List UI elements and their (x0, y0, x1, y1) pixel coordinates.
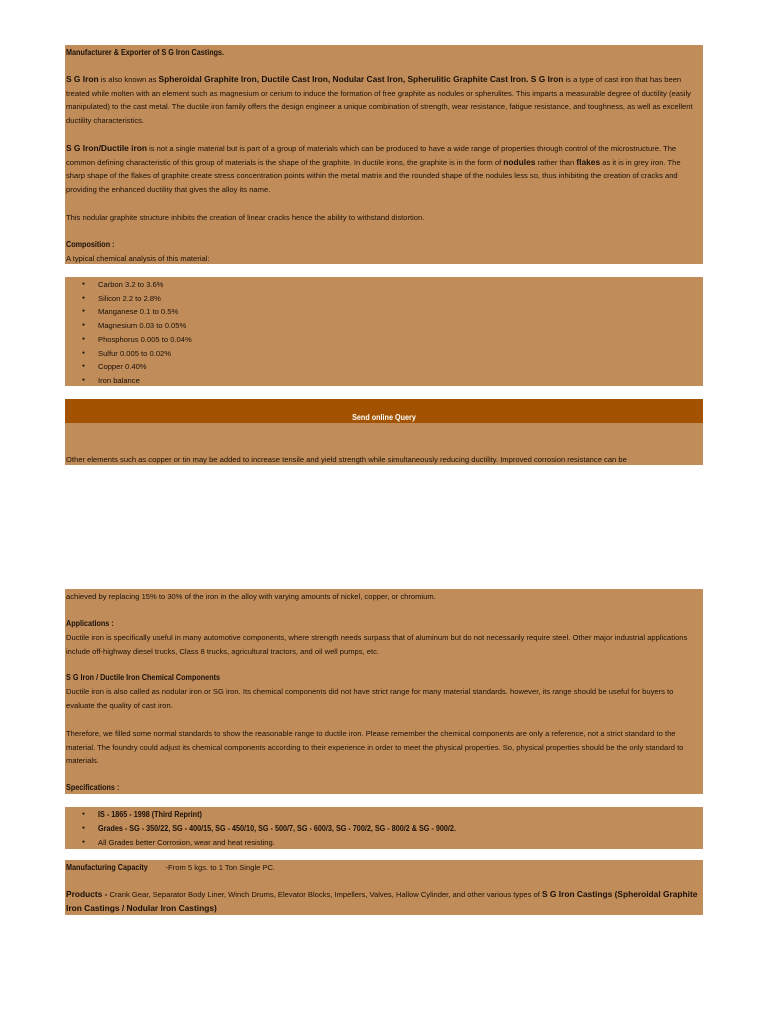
page-title: Manufacturer & Exporter of S G Iron Castings. (66, 47, 225, 57)
send-online-query-button[interactable] (65, 399, 703, 423)
list-item (82, 822, 524, 836)
list-item: ● Magnesium 0.03 to 0.05% (82, 319, 192, 333)
composition-list (82, 278, 192, 388)
composition-intro: A typical chemical analysis of this material: (66, 254, 210, 263)
list-item (82, 808, 524, 822)
capacity-label: Manufacturing Capacity (66, 862, 148, 872)
list-item: ● Silicon 2.2 to 2.8% (82, 292, 192, 306)
intro-paragraph (66, 73, 701, 127)
send-online-query-label: Send online Query (352, 412, 416, 422)
chem-components-text-2: Therefore, we filled some normal standards to show the reasonable range to ductile iron. Please remember the chemical components are only a reference, not a strict standard to the material. The foundry could adjust its chemical components according to their experience in order to meet the physical properties. So, physical properties should be the only standard to materials. (66, 729, 684, 766)
para2-text-3: as it is in grey iron. The sharp shape of the flakes of graphite create stress concentration points within the metal matrix and the rounded shape of the nodules less so, thus inhibiting the creation of cracks and providing the enhanced ductility that gives the alloy its name. (66, 157, 681, 194)
intro-section (65, 45, 703, 264)
spec-item-grades: Grades - SG - 350/22, SG - 400/15, SG - 450/10, SG - 500/7, SG - 600/3, SG - 700/2, SG - 800/2 & SG - 900/2. (98, 822, 456, 833)
list-item: ● Phosphorus 0.005 to 0.04% (82, 333, 192, 347)
intro-text-2: is a type of cast iron that has been treated while molten with an element such as magnesium or cerium to induce the formation of free graphite as nodules or spherulites. This imparts a measurable degree of ductility (easily manipulated) to the cast metal. The ductile iron family offers the design engineer a unique combination of strength, wear resistance, fatigue resistance, and toughness, as well as excellent ductility characteristics. (66, 75, 693, 125)
para2-bold-3: flakes (576, 156, 601, 167)
applications-text: Ductile iron is specifically useful in many automotive components, where strength needs surpass that of aluminum but do not necessarily require steel. Other major industrial applications include off-highway diesel trucks, Class 8 trucks, agricultural tractors, and oil well pumps, etc. (66, 633, 688, 656)
graphite-paragraph (66, 142, 701, 196)
para2-bold-2: nodules (503, 156, 536, 167)
products-paragraph (66, 888, 701, 915)
chem-components-heading: S G Iron / Ductile Iron Chemical Components (66, 672, 221, 682)
chem-components-text-1: Ductile iron is also called as nodular iron or SG iron. Its chemical components did not have strict range for many material standards. however, its range should be useful for buyers to evaluate the quality of cast iron. (66, 687, 674, 710)
applications-heading: Applications : (66, 618, 114, 628)
list-item: ● Copper 0.40% (82, 360, 192, 374)
products-bold-end: S G Iron Castings (Spheroidal Graphite Iron Castings / Nodular Iron Castings) (66, 889, 698, 913)
applications-section (65, 589, 703, 794)
para2-bold-1: S G Iron/Ductile iron (66, 143, 147, 153)
products-text: Crank Gear, Separator Body Liner, Winch Drums, Elevator Blocks, Impellers, Valves, Hallow Cylinder, and other various types of (107, 890, 542, 899)
other-elements-section (65, 423, 703, 465)
intro-bold-2: Spheroidal Graphite Iron, Ductile Cast Iron, Nodular Cast Iron, Spherulitic Graphite Cast Iron. S G Iron (158, 74, 564, 84)
specifications-heading: Specifications : (66, 782, 120, 792)
spec-item-standard: IS - 1865 - 1998 (Third Reprint) (98, 809, 202, 819)
other-elements-continued: achieved by replacing 15% to 30% of the iron in the alloy with varying amounts of nickel, copper, or chromium. (66, 592, 436, 601)
products-label: Products - (66, 889, 108, 899)
nodular-paragraph: This nodular graphite structure inhibits the creation of linear cracks hence the ability to withstand distortion. (66, 213, 425, 222)
list-item: ● Manganese 0.1 to 0.5% (82, 305, 192, 319)
para2-text-1: is not a single material but is part of a group of materials which can be produced to have a wide range of properties through control of the microstructure. The common defining characteristic of this group of materials is the shape of the graphite. In ductile irons, the graphite is in the form of (66, 144, 677, 167)
list-item: ● Iron balance (82, 374, 192, 388)
intro-bold-1: S G Iron (66, 74, 99, 84)
para2-text-2: rather than (535, 157, 577, 167)
other-elements-text: Other elements such as copper or tin may be added to increase tensile and yield strength while simultaneously reducing ductility. Improved corrosion resistance can be (66, 455, 627, 464)
specifications-list (82, 808, 524, 849)
list-item: ● Carbon 3.2 to 3.6% (82, 278, 192, 292)
list-item: ● Sulfur 0.005 to 0.02% (82, 347, 192, 361)
specifications-list-section (65, 807, 703, 849)
intro-text-1: is also known as (98, 75, 159, 84)
list-item: ● All Grades better Corrosion, wear and heat resisting. (82, 836, 524, 850)
capacity-text: -From 5 kgs. to 1 Ton Single PC. (163, 863, 276, 872)
composition-heading: Composition : (66, 239, 115, 249)
capacity-line (66, 861, 701, 875)
composition-list-section (65, 277, 703, 386)
capacity-products-section (65, 860, 703, 915)
